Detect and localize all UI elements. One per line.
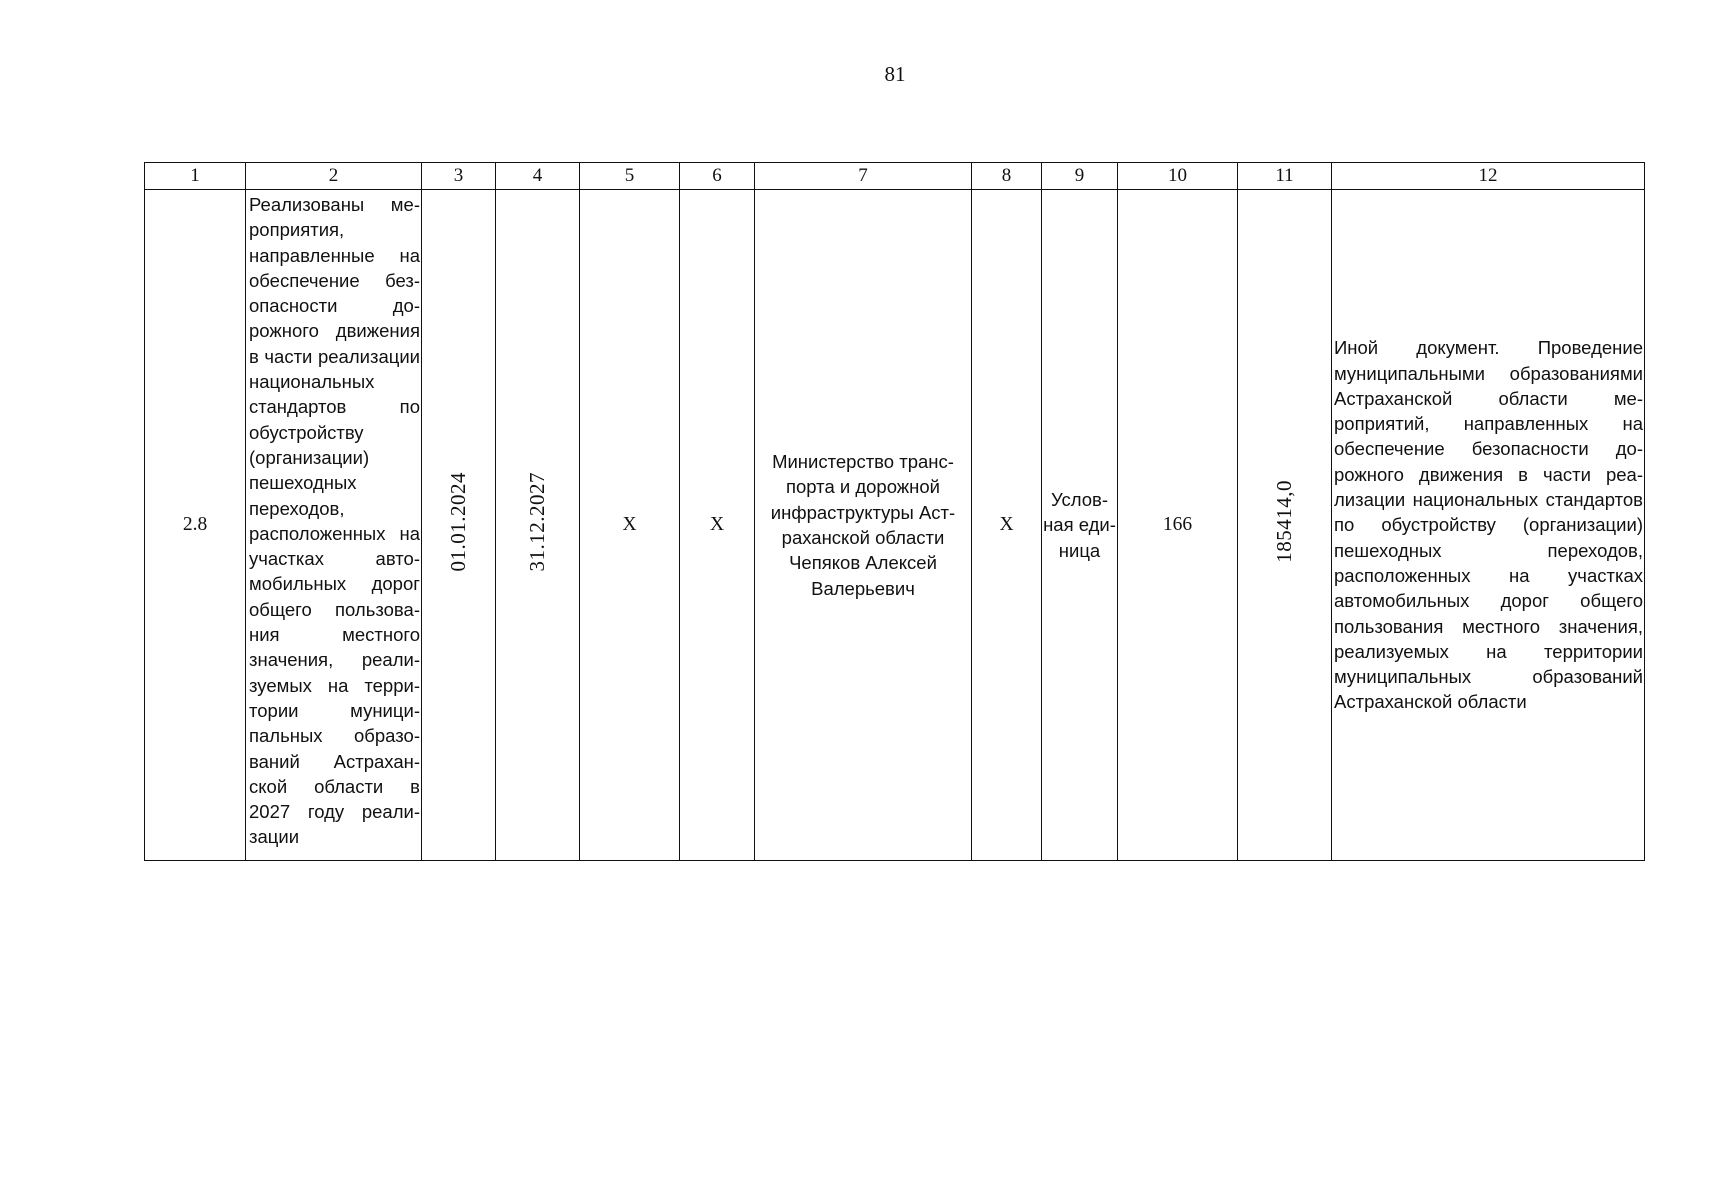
- start-date-cell: [422, 190, 496, 861]
- column-number: 5: [580, 163, 680, 190]
- confirming-document: Иной документ. Проведение муниципальными образованиями Астраханской области мероприятий, направленных на обеспечение безопасности дорожного движения в части реализации национальных стандартов по обустройству (организации) пешеходных переходов, расположенных на участках автомобильных дорог общего пользования местного значения, реализуемых на территории муниципальных образований Астраханской области: [1332, 190, 1645, 861]
- row-index: 2.8: [145, 190, 246, 861]
- column-number: 10: [1118, 163, 1238, 190]
- measure-description: Реализованы мероприятия, направленные на обеспечение безопасности дорожного движения в части реализации национальных стандартов по обустройству (организации) пешеходных переходов, расположенных на участках автомобильных дорог общего пользования местного значения, реализуемых на территории муниципальных образований Астраханской области в 2027 году реализации: [246, 190, 422, 861]
- end-date: 31.12.2027: [524, 471, 549, 571]
- col6-cell: X: [680, 190, 755, 861]
- column-number: 1: [145, 163, 246, 190]
- page-number: 81: [884, 62, 906, 86]
- measures-table: [144, 162, 1645, 861]
- amount-cell: [1238, 190, 1332, 861]
- start-date: 01.01.2024: [445, 471, 470, 571]
- amount: 185414,0: [1271, 479, 1296, 563]
- column-number: 8: [972, 163, 1042, 190]
- column-number: 6: [680, 163, 755, 190]
- column-number: 4: [496, 163, 580, 190]
- unit-of-measure: Условная единица: [1042, 190, 1118, 861]
- column-number-row: [145, 163, 1645, 190]
- col8-cell: X: [972, 190, 1042, 861]
- column-number: 2: [246, 163, 422, 190]
- end-date-cell: [496, 190, 580, 861]
- column-number: 11: [1238, 163, 1332, 190]
- column-number: 7: [755, 163, 972, 190]
- column-number: 9: [1042, 163, 1118, 190]
- column-number: 12: [1332, 163, 1645, 190]
- responsible-executor: Министерство транспорта и дорожной инфраструктуры Астраханской области Чепяков Алексей Валерьевич: [755, 190, 972, 861]
- value-cell: 166: [1118, 190, 1238, 861]
- table-row: [145, 190, 1645, 861]
- col5-cell: X: [580, 190, 680, 861]
- column-number: 3: [422, 163, 496, 190]
